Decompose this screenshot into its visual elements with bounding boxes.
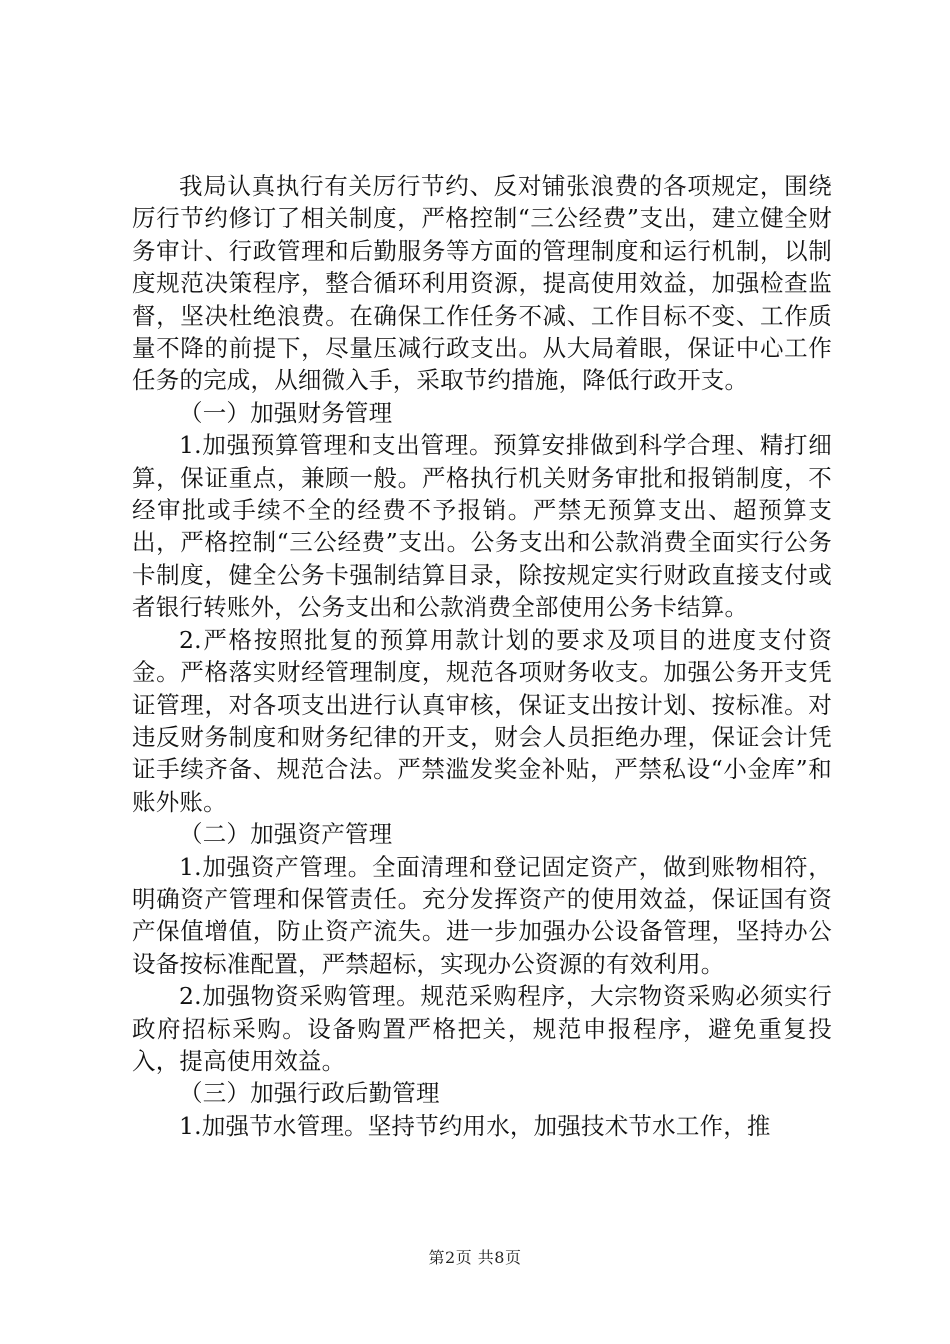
section-heading: （二）加强资产管理 xyxy=(179,820,393,849)
paragraph: 2.严格按照批复的预算用款计划的要求及项目的进度支付资金。严格落实财经管理制度，规范各项财务收支。加强公务开支凭证管理，对各项支出进行认真审核，保证支出按计划、按标准。对违反财务制度和财务纪律的开支，财会人员拒绝办理，保证会计凭证手续齐备、规范合法。严禁滥发奖金补贴，严禁私设“小金库”和账外账。 xyxy=(132,625,832,816)
paragraph: 1.加强资产管理。全面清理和登记固定资产，做到账物相符，明确资产管理和保管责任。充分发挥资产的使用效益，保证国有资产保值增值，防止资产流失。进一步加强办公设备管理，坚持办公设备按标准配置，严禁超标，实现办公资源的有效利用。 xyxy=(132,852,832,978)
paragraph: 2.加强物资采购管理。规范采购程序，大宗物资采购必须实行政府招标采购。设备购置严格把关，规范申报程序，避免重复投入，提高使用效益。 xyxy=(132,982,832,1075)
paragraph: 1.加强节水管理。坚持节约用水，加强技术节水工作，推 xyxy=(179,1111,771,1140)
paragraph: 1.加强预算管理和支出管理。预算安排做到科学合理、精打细算，保证重点，兼顾一般。严格执行机关财务审批和报销制度，不经审批或手续不全的经费不予报销。严禁无预算支出、超预算支出，严格控制“三公经费”支出。公务支出和公款消费全面实行公务卡制度，健全公务卡强制结算目录，除按规定实行财政直接支付或者银行转账外，公务支出和公款消费全部使用公务卡结算。 xyxy=(132,431,832,622)
page-number-footer: 第2页 共8页 xyxy=(428,1248,522,1267)
document-body xyxy=(132,170,832,1142)
paragraph: 我局认真执行有关厉行节约、反对铺张浪费的各项规定，围绕厉行节约修订了相关制度，严格控制“三公经费”支出，建立健全财务审计、行政管理和后勤服务等方面的管理制度和运行机制，以制度规范决策程序，整合循环利用资源，提高使用效益，加强检查监督，坚决杜绝浪费。在确保工作任务不减、工作目标不变、工作质量不降的前提下，尽量压减行政支出。从大局着眼，保证中心工作任务的完成，从细微入手，采取节约措施，降低行政开支。 xyxy=(132,172,832,395)
section-heading: （三）加强行政后勤管理 xyxy=(179,1079,440,1108)
section-heading: （一）加强财务管理 xyxy=(179,398,393,427)
